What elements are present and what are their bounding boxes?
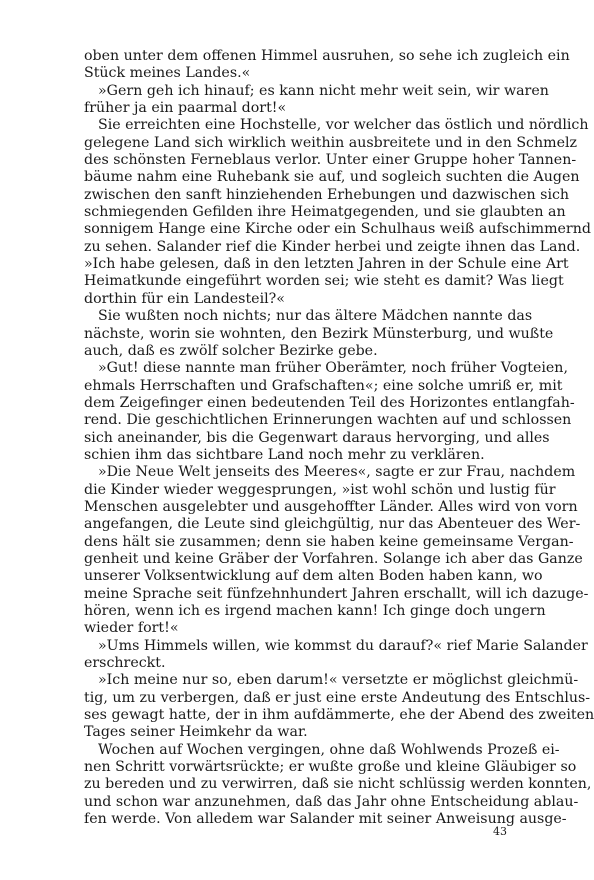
- text-line: »Die Neue Welt jenseits des Meeres«, sagte er zur Frau, nachdem: [98, 464, 576, 481]
- text-line: bäume nahm eine Ruhebank sie auf, und sogleich suchten die Augen: [84, 169, 580, 186]
- text-line: nächste, worin sie wohnten, den Bezirk Münsterburg, und wußte: [84, 325, 554, 342]
- text-line: »Ums Himmels willen, wie kommst du darauf?« rief Marie Salander: [98, 637, 588, 654]
- text-line: schmiegenden Gefilden ihre Heimatgegenden, und sie glaubten an: [84, 204, 566, 221]
- text-line: angefangen, die Leute sind gleichgültig, nur das Abenteuer des Wer-: [84, 516, 581, 533]
- text-line: ses gewagt hatte, der in ihm aufdämmerte, ehe der Abend des zweiten: [84, 707, 594, 724]
- text-line: zwischen den sanft hinziehenden Erhebungen und dazwischen sich: [84, 186, 570, 203]
- text-line: nen Schritt vorwärtsrückte; er wußte große und kleine Gläubiger so: [84, 759, 577, 776]
- text-line: Stück meines Landes.«: [84, 65, 251, 82]
- text-line: und schon war anzunehmen, daß das Jahr ohne Entscheidung ablau-: [84, 793, 579, 810]
- text-line: meine Sprache seit fünfzehnhundert Jahren erschallt, will ich dazuge-: [84, 585, 589, 602]
- text-line: rend. Die geschichtlichen Erinnerungen wachten auf und schlossen: [84, 412, 572, 429]
- text-line: ehmals Herrschaften und Grafschaften«; eine solche umriß er, mit: [84, 377, 563, 394]
- text-line: dem Zeigefinger einen bedeutenden Teil des Horizontes entlangfah-: [84, 394, 575, 411]
- text-line: gelegene Land sich wirklich weithin ausbreitete und in den Schmelz: [84, 134, 578, 151]
- page-text-block: [84, 48, 594, 828]
- text-line: erschreckt.: [84, 655, 166, 672]
- text-line: wieder fort!«: [84, 620, 179, 637]
- text-line: Wochen auf Wochen vergingen, ohne daß Wohlwends Prozeß ei-: [98, 741, 560, 758]
- text-line: sich aneinander, bis die Gegenwart daraus hervorging, und alles: [84, 429, 550, 446]
- text-line: zu sehen. Salander rief die Kinder herbei und zeigte ihnen das Land.: [84, 238, 581, 255]
- text-line: dens hält sie zusammen; denn sie haben keine gemeinsame Vergan-: [84, 533, 574, 550]
- text-line: »Ich meine nur so, eben darum!« versetzte er möglichst gleichmü-: [98, 672, 579, 689]
- text-line: Tages seiner Heimkehr da war.: [84, 724, 308, 741]
- text-line: sonnigem Hange eine Kirche oder ein Schulhaus weiß aufschimmernd: [84, 221, 591, 238]
- text-line: oben unter dem offenen Himmel ausruhen, so sehe ich zugleich ein: [84, 48, 570, 64]
- text-line: des schönsten Ferneblaus verlor. Unter einer Gruppe hoher Tannen-: [84, 152, 577, 169]
- text-line: tig, um zu verbergen, daß er just eine erste Andeutung des Entschlus-: [84, 689, 591, 706]
- text-line: unserer Volksentwicklung auf dem alten Boden haben kann, wo: [84, 568, 543, 585]
- text-line: »Gut! diese nannte man früher Oberämter, noch früher Vogteien,: [98, 360, 568, 377]
- text-line: zu bereden und zu verwirren, daß sie nicht schlüssig werden konnten,: [84, 776, 592, 793]
- text-line: Sie wußten noch nichts; nur das ältere Mädchen nannte das: [98, 308, 533, 325]
- text-line: dorthin für ein Landesteil?«: [84, 290, 285, 307]
- text-line: früher ja ein paarmal dort!«: [84, 100, 287, 117]
- text-line: Sie erreichten eine Hochstelle, vor welcher das östlich und nördlich: [98, 117, 589, 134]
- text-line: hören, wenn ich es irgend machen kann! Ich ginge doch ungern: [84, 603, 546, 619]
- text-line: Heimatkunde eingeführt worden sei; wie steht es damit? Was liegt: [84, 273, 564, 290]
- text-line: »Ich habe gelesen, daß in den letzten Jahren in der Schule eine Art: [84, 256, 569, 273]
- page-number: 43: [493, 825, 507, 838]
- text-line: schien ihm das sichtbare Land noch mehr zu verklären.: [84, 446, 485, 463]
- text-line: auch, daß es zwölf solcher Bezirke gebe.: [84, 342, 378, 359]
- text-line: fen werde. Von alledem war Salander mit seiner Anweisung ausge-: [84, 811, 567, 828]
- text-line: Menschen ausgelebter und ausgehoffter Länder. Alles wird von vorn: [84, 498, 578, 515]
- text-line: genheit und keine Gräber der Vorfahren. Solange ich aber das Ganze: [84, 550, 583, 567]
- text-line: »Gern geh ich hinauf; es kann nicht mehr weit sein, wir waren: [98, 82, 549, 99]
- text-line: die Kinder wieder weggesprungen, »ist wohl schön und lustig für: [84, 481, 556, 498]
